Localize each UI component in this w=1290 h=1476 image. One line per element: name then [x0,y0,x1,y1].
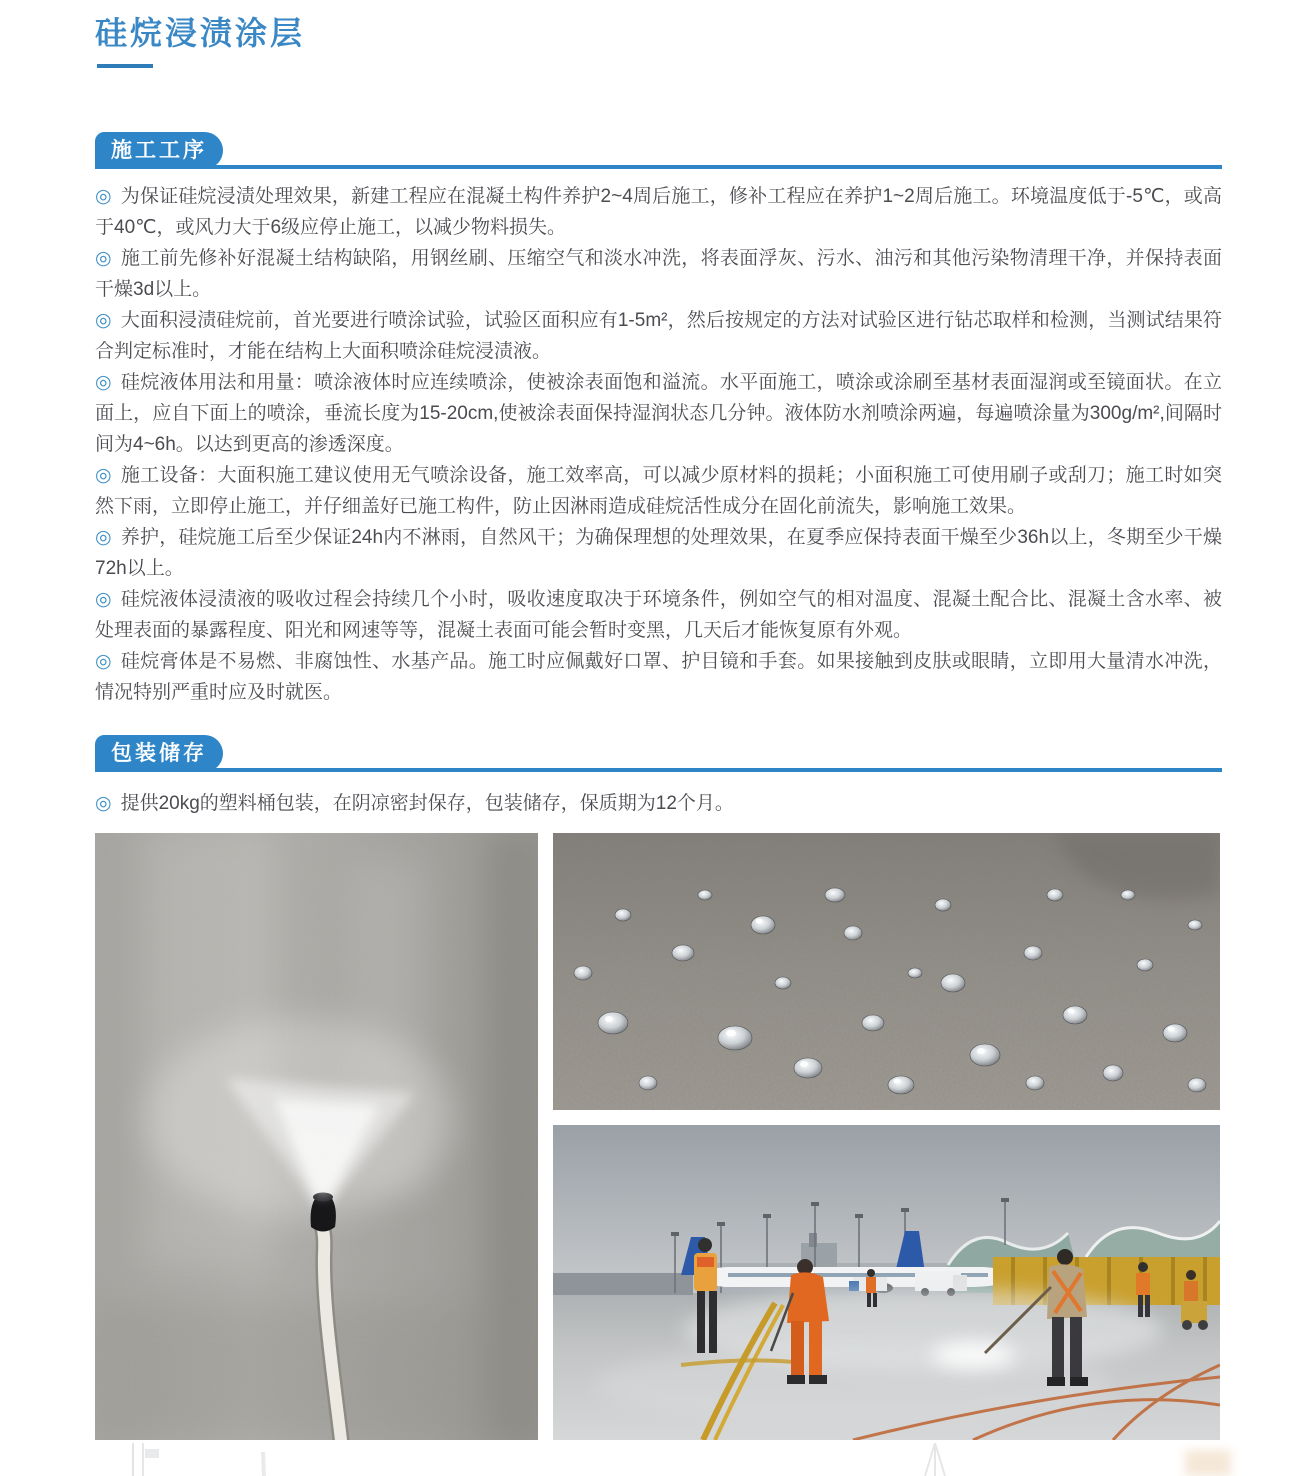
bullseye-bullet-icon: ◎ [95,186,112,207]
page-bottom-remnant [1185,1450,1231,1476]
bullet-text: 硅烷膏体是不易燃、非腐蚀性、水基产品。施工时应佩戴好口罩、护目镜和手套。如果接触到皮肤或眼睛，立即用大量清水冲洗，情况特别严重时应及时就医。 [95,651,1222,703]
section-heading-packaging-storage [95,735,223,772]
faint-lines [915,1443,955,1476]
water-beads-illustration [553,833,1220,1110]
bullet-item [95,181,1222,243]
bullet-text: 大面积浸渍硅烷前，首光要进行喷涂试验，试验区面积应有1-5m²，然后按规定的方法对试验区进行钻芯取样和检测，当测试结果符合判定标准时，才能在结构上大面积喷涂硅烷浸渍液。 [95,310,1222,362]
title-underline [97,64,153,68]
bullet-text: 硅烷液体用法和用量：喷涂液体时应连续喷涂，使被涂表面饱和溢流。水平面施工，喷涂或涂刷至基材表面湿润或至镜面状。在立面上，应自下面上的喷涂，垂流长度为15-20cm,使被涂表面保持湿润状态几分钟。液体防水剂喷涂两遍，每遍喷涂量为300g/m²,间隔时间为4~6h。以达到更高的渗透深度。 [95,372,1222,455]
packaging-storage-text [95,788,1222,819]
bullseye-bullet-icon: ◎ [95,793,112,814]
bullet-text: 施工设备：大面积施工建议使用无气喷涂设备，施工效率高，可以减少原材料的损耗；小面积施工可使用刷子或刮刀；施工时如突然下雨，立即停止施工，并仔细盖好已施工构件，防止因淋雨造成硅烷活性成分在固化前流失，影响施工效果。 [95,465,1222,517]
bullet-text: 养护，硅烷施工后至少保证24h内不淋雨，自然风干；为确保理想的处理效果，在夏季应保持表面干燥至少36h以上，冬期至少干燥72h以上。 [95,527,1222,579]
airport-apron-illustration [553,1125,1220,1440]
section-heading-construction-procedure [95,132,223,169]
bullseye-bullet-icon: ◎ [95,248,112,269]
bullet-text: 为保证硅烷浸渍处理效果，新建工程应在混凝土构件养护2~4周后施工，修补工程应在养护1~2周后施工。环境温度低于-5℃，或高于40℃，或风力大于6级应停止施工，以减少物料损失。 [95,186,1222,238]
section-heading-rule [95,165,1222,169]
page-bottom-remnant [125,1443,171,1476]
faint-lines [125,1443,171,1476]
bullet-item [95,788,1222,819]
bullseye-bullet-icon: ◎ [95,465,112,486]
section-heading-label: 施工工序 [111,139,207,162]
page-title: 硅烷浸渍涂层 [95,15,306,51]
photo-silane-spray-on-wall [95,833,538,1440]
bullet-item [95,305,1222,367]
bullet-item [95,460,1222,522]
page-bottom-remnant [258,1452,270,1476]
bullseye-bullet-icon: ◎ [95,310,112,331]
bullet-item [95,584,1222,646]
spray-wall-illustration [95,833,538,1440]
bullet-item [95,646,1222,708]
bullseye-bullet-icon: ◎ [95,651,112,672]
bullet-item [95,367,1222,460]
bullet-item [95,243,1222,305]
section-heading-rule [95,768,1222,772]
bullet-text: 硅烷液体浸渍液的吸收过程会持续几个小时，吸收速度取决于环境条件，例如空气的相对温度、混凝土配合比、混凝土含水率、被处理表面的暴露程度、阳光和网速等等，混凝土表面可能会暂时变黑，几天后才能恢复原有外观。 [95,589,1222,641]
page-bottom-remnant [915,1443,955,1476]
photo-airport-apron-spraying [553,1125,1220,1440]
section-heading-label: 包装储存 [111,742,207,765]
bullseye-bullet-icon: ◎ [95,527,112,548]
bullet-text: 施工前先修补好混凝土结构缺陷，用钢丝刷、压缩空气和淡水冲洗，将表面浮灰、污水、油污和其他污染物清理干净，并保持表面干燥3d以上。 [95,248,1222,300]
faint-lines [258,1452,270,1476]
bullseye-bullet-icon: ◎ [95,372,112,393]
construction-procedure-text [95,181,1222,708]
bullet-text: 提供20kg的塑料桶包装，在阴凉密封保存，包装储存，保质期为12个月。 [120,793,734,814]
bullet-item [95,522,1222,584]
bullseye-bullet-icon: ◎ [95,589,112,610]
photo-water-beading-on-concrete [553,833,1220,1110]
